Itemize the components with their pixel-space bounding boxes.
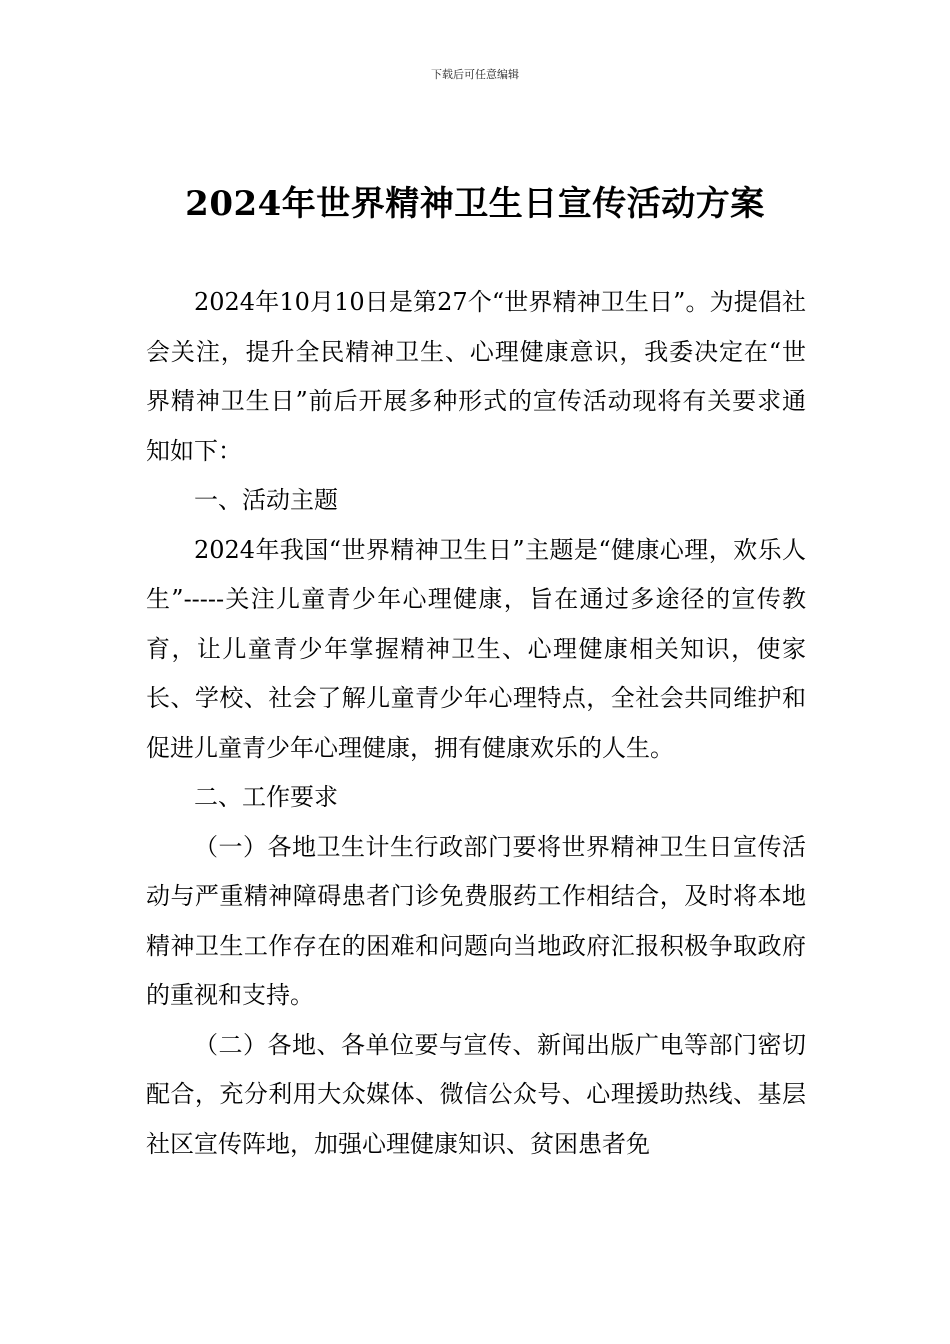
section-heading-requirements: 二、工作要求 [194,783,338,811]
paragraph-theme: 2024年我国“世界精神卫生日”主题是“健康心理，欢乐人生”-----关注儿童青少年心理健康，旨在通过多途径的宣传教育，让儿童青少年掌握精神卫生、心理健康相关知识，使家长、学校、社会了解儿童青少年心理特点，全社会共同维护和促进儿童青少年心理健康，拥有健康欢乐的人生。 [146,535,806,762]
document-title: 2024年世界精神卫生日宣传活动方案 [185,184,765,224]
paragraph-requirement-2: （二）各地、各单位要与宣传、新闻出版广电等部门密切配合，充分利用大众媒体、微信公众号、心理援助热线、基层社区宣传阵地，加强心理健康知识、贫困患者免 [146,1030,806,1158]
document-body [146,278,806,1169]
page-header-note: 下载后可任意编辑 [431,68,519,81]
section-heading-theme: 一、活动主题 [194,486,338,514]
paragraph-intro: 2024年10月10日是第27个“世界精神卫生日”。为提倡社会关注，提升全民精神卫生、心理健康意识，我委决定在“世界精神卫生日”前后开展多种形式的宣传活动现将有关要求通知如下： [146,288,806,465]
paragraph-requirement-1: （一）各地卫生计生行政部门要将世界精神卫生日宣传活动与严重精神障碍患者门诊免费服药工作相结合，及时将本地精神卫生工作存在的困难和问题向当地政府汇报积极争取政府的重视和支持。 [146,832,806,1009]
